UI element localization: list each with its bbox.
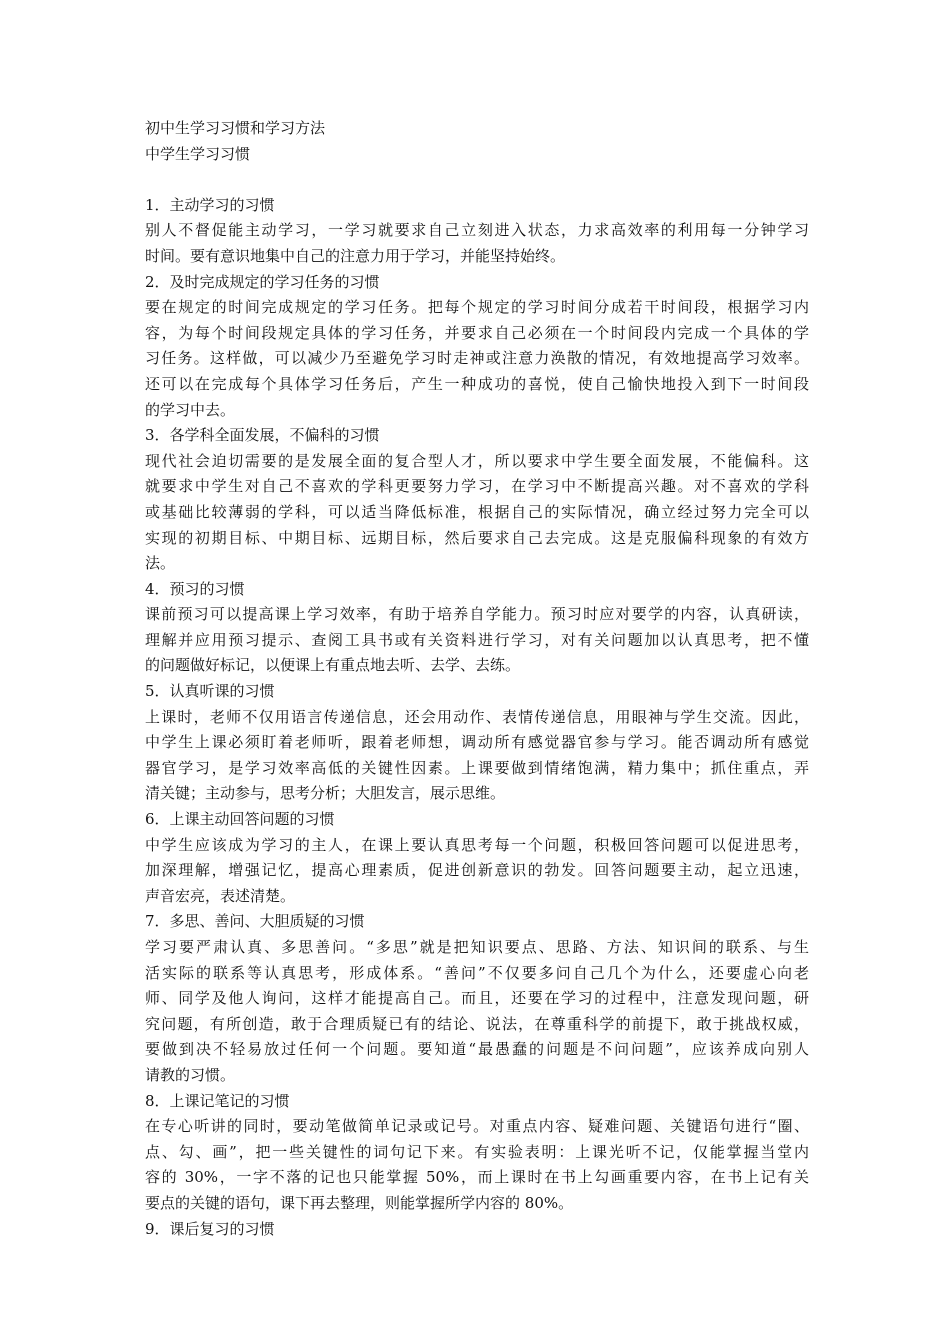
section-4 bbox=[145, 577, 809, 679]
section-5 bbox=[145, 679, 809, 807]
paragraph-line: 活实际的联系等认真思考，形成体系。“善问”不仅要多问自己几个为什么，还要虚心向老 bbox=[145, 963, 809, 982]
paragraph-line: 习任务。这样做，可以减少乃至避免学习时走神或注意力涣散的情况，有效地提高学习效率。 bbox=[145, 349, 809, 368]
paragraph-line: 还可以在完成每个具体学习任务后，产生一种成功的喜悦，使自己愉快地投入到下一时间段 bbox=[145, 374, 809, 393]
paragraph-line: 容的 30%，一字不落的记也只能掌握 50%，而上课时在书上勾画重要内容，在书上记有关 bbox=[145, 1168, 809, 1187]
paragraph-line: 中学生上课必须盯着老师听，跟着老师想，调动所有感觉器官参与学习。能否调动所有感觉 bbox=[145, 733, 809, 752]
section-heading: 4．预习的习惯 bbox=[145, 579, 245, 598]
section-heading: 8．上课记笔记的习惯 bbox=[145, 1091, 290, 1110]
section-heading: 2．及时完成规定的学习任务的习惯 bbox=[145, 272, 380, 291]
section-7 bbox=[145, 909, 809, 1088]
paragraph-line: 在专心听讲的同时，要动笔做简单记录或记号。对重点内容、疑难问题、关键语句进行“圈、 bbox=[145, 1117, 809, 1136]
document-subtitle: 中学生学习习惯 bbox=[145, 144, 251, 163]
section-heading: 6．上课主动回答问题的习惯 bbox=[145, 810, 335, 829]
paragraph-line: 师、同学及他人询问，这样才能提高自己。而且，还要在学习的过程中，注意发现问题，研 bbox=[145, 989, 809, 1008]
paragraph-line: 实现的初期目标、中期目标、远期目标，然后要求自己去完成。这是克服偏科现象的有效方 bbox=[145, 528, 809, 547]
paragraph-line: 要点的关键的语句，课下再去整理，则能掌握所学内容的 80%。 bbox=[145, 1193, 574, 1212]
section-2 bbox=[145, 270, 809, 424]
section-3 bbox=[145, 423, 809, 577]
paragraph-line: 容，为每个时间段规定具体的学习任务，并要求自己必须在一个时间段内完成一个具体的学 bbox=[145, 323, 809, 342]
section-8 bbox=[145, 1089, 809, 1217]
section-heading: 9．课后复习的习惯 bbox=[145, 1219, 275, 1238]
paragraph-line: 法。 bbox=[145, 554, 176, 573]
paragraph-line: 究问题，有所创造，敢于合理质疑已有的结论、说法，在尊重科学的前提下，敢于挑战权威， bbox=[145, 1014, 809, 1033]
document-page bbox=[145, 116, 809, 1242]
paragraph-line: 要在规定的时间完成规定的学习任务。把每个规定的学习时间分成若干时间段，根据学习内 bbox=[145, 298, 809, 317]
paragraph-line: 中学生应该成为学习的主人，在课上要认真思考每一个问题，积极回答问题可以促进思考， bbox=[145, 835, 809, 854]
paragraph-line: 时间。要有意识地集中自己的注意力用于学习，并能坚持始终。 bbox=[145, 246, 566, 265]
paragraph-line: 声音宏亮，表述清楚。 bbox=[145, 886, 296, 905]
paragraph-line: 课前预习可以提高课上学习效率，有助于培养自学能力。预习时应对要学的内容，认真研读， bbox=[145, 605, 809, 624]
paragraph-line: 加深理解，增强记忆，提高心理素质，促进创新意识的勃发。回答问题要主动，起立迅速， bbox=[145, 861, 809, 880]
section-1 bbox=[145, 193, 809, 270]
paragraph-line: 的问题做好标记，以便课上有重点地去听、去学、去练。 bbox=[145, 656, 521, 675]
paragraph-line: 就要求中学生对自己不喜欢的学科更要努力学习，在学习中不断提高兴趣。对不喜欢的学科 bbox=[145, 477, 809, 496]
section-heading: 3．各学科全面发展，不偏科的习惯 bbox=[145, 426, 380, 445]
paragraph-line: 别人不督促能主动学习，一学习就要求自己立刻进入状态，力求高效率的利用每一分钟学习 bbox=[145, 221, 809, 240]
paragraph-line: 上课时，老师不仅用语言传递信息，还会用动作、表情传递信息，用眼神与学生交流。因此， bbox=[145, 707, 809, 726]
section-heading: 5．认真听课的习惯 bbox=[145, 682, 275, 701]
paragraph-line: 器官学习，是学习效率高低的关键性因素。上课要做到情绪饱满，精力集中；抓住重点，弄 bbox=[145, 758, 809, 777]
section-heading: 1．主动学习的习惯 bbox=[145, 195, 275, 214]
paragraph-line: 理解并应用预习提示、查阅工具书或有关资料进行学习，对有关问题加以认真思考，把不懂 bbox=[145, 630, 809, 649]
paragraph-line: 要做到决不轻易放过任何一个问题。要知道“最愚蠢的问题是不问问题”，应该养成向别人 bbox=[145, 1040, 809, 1059]
paragraph-line: 清关键；主动参与，思考分析；大胆发言，展示思维。 bbox=[145, 784, 506, 803]
paragraph-line: 现代社会迫切需要的是发展全面的复合型人才，所以要求中学生要全面发展，不能偏科。这 bbox=[145, 451, 809, 470]
blank-line bbox=[145, 167, 809, 193]
paragraph-line: 请教的习惯。 bbox=[145, 1065, 236, 1084]
section-9 bbox=[145, 1217, 809, 1243]
paragraph-line: 的学习中去。 bbox=[145, 400, 236, 419]
section-6 bbox=[145, 807, 809, 909]
section-heading: 7．多思、善问、大胆质疑的习惯 bbox=[145, 912, 365, 931]
paragraph-line: 学习要严肃认真、多思善问。“多思”就是把知识要点、思路、方法、知识间的联系、与生 bbox=[145, 938, 809, 956]
paragraph-line: 点、勾、画”，把一些关键性的词句记下来。有实验表明：上课光听不记，仅能掌握当堂内 bbox=[145, 1142, 809, 1161]
document-title: 初中生学习习惯和学习方法 bbox=[145, 119, 326, 137]
paragraph-line: 或基础比较薄弱的学科，可以适当降低标准，根据自己的实际情况，确立经过努力完全可以 bbox=[145, 502, 809, 521]
